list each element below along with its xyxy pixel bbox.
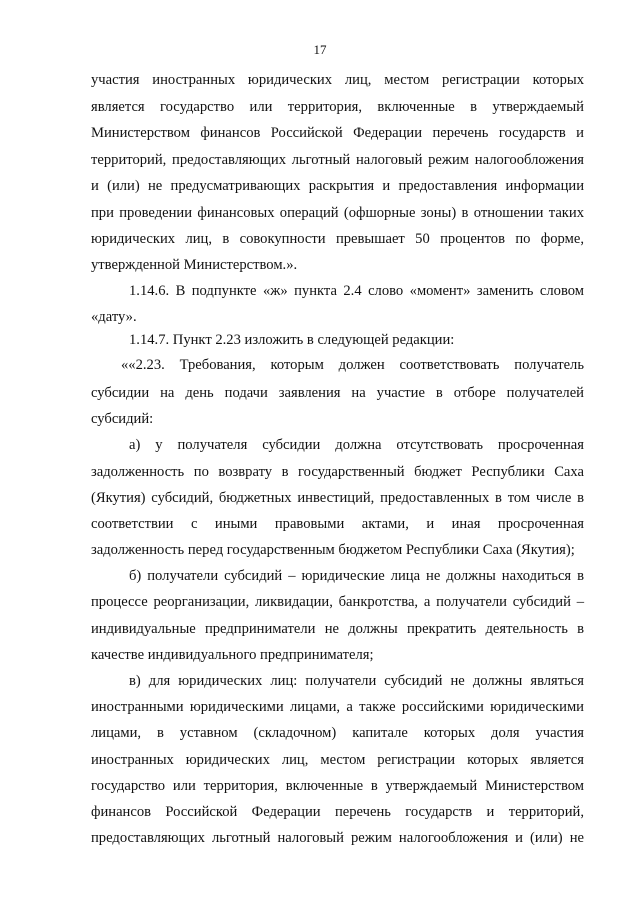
text-line: участия иностранных юридических лиц, местом регистрации которых — [91, 72, 584, 88]
text-line: государство или территория, включенные в утверждаемый Министерством — [91, 778, 584, 794]
text-line: при проведении финансовых операций (офшорные зоны) в отношении таких — [91, 205, 584, 221]
text-line: субсидии на день подачи заявления на участие в отборе получателей — [91, 385, 584, 401]
text-line: качестве индивидуального предпринимателя; — [91, 647, 374, 663]
text-line: утвержденной Министерством.». — [91, 257, 298, 273]
text-line: иностранными юридическими лицами, а также российскими юридическими — [91, 699, 584, 715]
text-line: и (или) не предусматривающих раскрытия и предоставления информации — [91, 178, 584, 194]
page-number: 17 — [313, 42, 327, 57]
text-line: предоставляющих льготный налоговый режим налогообложения и (или) не — [91, 830, 584, 846]
text-line: является государство или территория, включенные в утверждаемый — [91, 99, 584, 115]
text-line: б) получатели субсидий – юридические лица не должны находиться в — [129, 568, 584, 584]
text-line: 1.14.6. В подпункте «ж» пункта 2.4 слово «момент» заменить словом — [129, 283, 584, 299]
text-line: иностранных юридических лиц, местом регистрации которых является — [91, 752, 584, 768]
text-line: задолженность по возврату в государственный бюджет Республики Саха — [91, 464, 584, 480]
text-line: лицами, в уставном (складочном) капитале которых доля участия — [91, 725, 584, 741]
text-line: а) у получателя субсидии должна отсутствовать просроченная — [129, 437, 584, 453]
text-line: 1.14.7. Пункт 2.23 изложить в следующей редакции: — [129, 332, 455, 348]
text-line: соответствии с иными правовыми актами, и иная просроченная — [91, 516, 584, 532]
text-line: задолженность перед государственным бюджетом Республики Саха (Якутия); — [91, 542, 575, 558]
text-line: территорий, предоставляющих льготный налоговый режим налогообложения — [91, 152, 584, 168]
text-line: индивидуальные предприниматели не должны прекратить деятельность в — [91, 621, 584, 637]
text-line: юридических лиц, в совокупности превышает 50 процентов по форме, — [91, 231, 584, 247]
text-line: субсидий: — [91, 411, 154, 427]
text-line: «дату». — [91, 309, 137, 325]
text-line: (Якутия) субсидий, бюджетных инвестиций, предоставленных в том числе в — [91, 490, 584, 506]
text-line: процессе реорганизации, ликвидации, банкротства, а получатели субсидий – — [91, 594, 584, 610]
text-line: в) для юридических лиц: получатели субсидий не должны являться — [129, 673, 584, 689]
text-line: Министерством финансов Российской Федерации перечень государств и — [91, 125, 584, 141]
text-line: финансов Российской Федерации перечень государств и территорий, — [91, 804, 584, 820]
text-line: ««2.23. Требования, которым должен соответствовать получатель — [121, 357, 584, 373]
